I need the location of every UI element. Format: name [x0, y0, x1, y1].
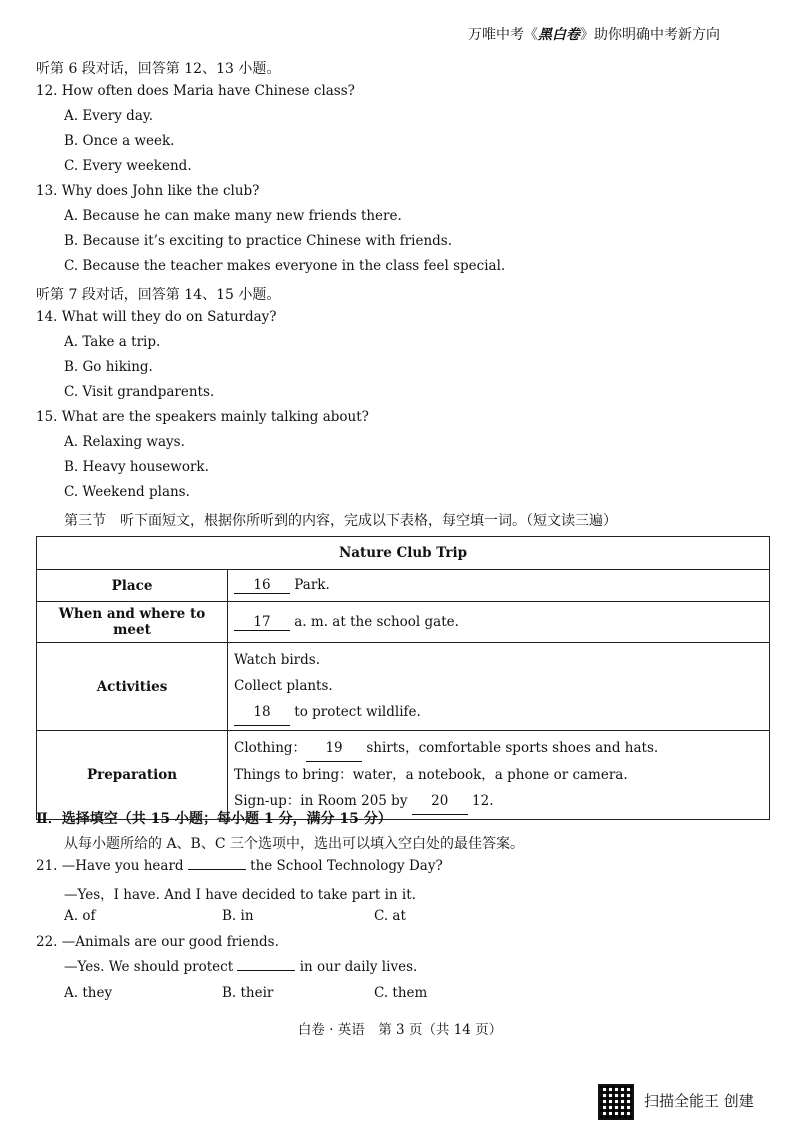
part3-intro: 第三节 听下面短文，根据你所听到的内容，完成以下表格，每空填一词。（短文读三遍）	[64, 513, 617, 529]
q21-option-b: B. in	[222, 908, 254, 924]
q15-option-c: C. Weekend plans.	[64, 484, 190, 500]
brand-name: 黑白卷	[538, 27, 580, 43]
q22-stem: 22. —Animals are our good friends.	[36, 934, 279, 950]
prep-things: Things to bring：water，a notebook，a phone or camera.	[234, 767, 628, 783]
q22-option-c: C. them	[374, 985, 428, 1001]
place-cell: 16 Park.	[228, 570, 770, 602]
blank-16: 16	[234, 577, 290, 594]
q12-stem: 12. How often does Maria have Chinese class?	[36, 83, 355, 99]
nature-club-table	[36, 536, 770, 820]
activity-3: 18 to protect wildlife.	[234, 699, 763, 726]
blank-17: 17	[234, 614, 290, 631]
qr-code-icon	[598, 1084, 634, 1120]
table-title: Nature Club Trip	[37, 537, 770, 570]
blank-18: 18	[234, 699, 290, 726]
q13-option-a: A. Because he can make many new friends there.	[64, 208, 402, 224]
q13-stem: 13. Why does John like the club?	[36, 183, 260, 199]
q22-gap	[237, 970, 295, 971]
q21-option-c: C. at	[374, 908, 406, 924]
place-label: Place	[37, 570, 228, 602]
prep-clothing: Clothing： 19 shirts，comfortable sports shoes and hats.	[234, 735, 763, 762]
q13-option-b: B. Because it’s exciting to practice Chinese with friends.	[64, 233, 452, 249]
q21-stem: 21. —Have you heard the School Technology Day?	[36, 858, 443, 874]
q21-gap	[188, 869, 246, 870]
prep-signup: Sign-up：in Room 205 by 20 12.	[234, 788, 763, 815]
q12-option-b: B. Once a week.	[64, 133, 175, 149]
q14-stem: 14. What will they do on Saturday?	[36, 309, 277, 325]
blank-19: 19	[306, 735, 362, 762]
q21-option-a: A. of	[64, 908, 96, 924]
q14-option-a: A. Take a trip.	[64, 334, 161, 350]
q14-option-b: B. Go hiking.	[64, 359, 153, 375]
meet-label: When and where to meet	[37, 602, 228, 643]
part2-intro: 从每小题所给的 A、B、C 三个选项中，选出可以填入空白处的最佳答案。	[64, 836, 525, 852]
blank-20: 20	[412, 788, 468, 815]
q15-option-a: A. Relaxing ways.	[64, 434, 185, 450]
preparation-label: Preparation	[37, 731, 228, 820]
section7-intro: 听第 7 段对话，回答第 14、15 小题。	[36, 287, 281, 303]
meet-cell: 17 a. m. at the school gate.	[228, 602, 770, 643]
q15-option-b: B. Heavy housework.	[64, 459, 209, 475]
q22-option-b: B. their	[222, 985, 274, 1001]
part2-title: Ⅱ．选择填空（共 15 小题；每小题 1 分，满分 15 分）	[36, 811, 392, 827]
section6-intro: 听第 6 段对话，回答第 12、13 小题。	[36, 61, 281, 77]
activity-2: Collect plants.	[234, 678, 333, 694]
q21-reply: —Yes，I have. And I have decided to take part in it.	[64, 887, 416, 903]
q12-option-a: A. Every day.	[64, 108, 153, 124]
q12-option-c: C. Every weekend.	[64, 158, 192, 174]
q13-option-c: C. Because the teacher makes everyone in the class feel special.	[64, 258, 506, 274]
activities-label: Activities	[37, 643, 228, 731]
activities-cell	[228, 643, 770, 731]
q15-stem: 15. What are the speakers mainly talking about?	[36, 409, 369, 425]
page-header: 万唯中考《黑白卷》助你明确中考新方向	[468, 27, 720, 43]
preparation-cell	[228, 731, 770, 820]
scanner-watermark: 扫描全能王 创建	[644, 1092, 754, 1110]
page-footer: 白卷 · 英语 第 3 页（共 14 页）	[297, 1022, 503, 1038]
activity-1: Watch birds.	[234, 652, 320, 668]
q22-reply: —Yes. We should protect in our daily lives.	[64, 959, 418, 975]
q14-option-c: C. Visit grandparents.	[64, 384, 215, 400]
q22-option-a: A. they	[64, 985, 113, 1001]
